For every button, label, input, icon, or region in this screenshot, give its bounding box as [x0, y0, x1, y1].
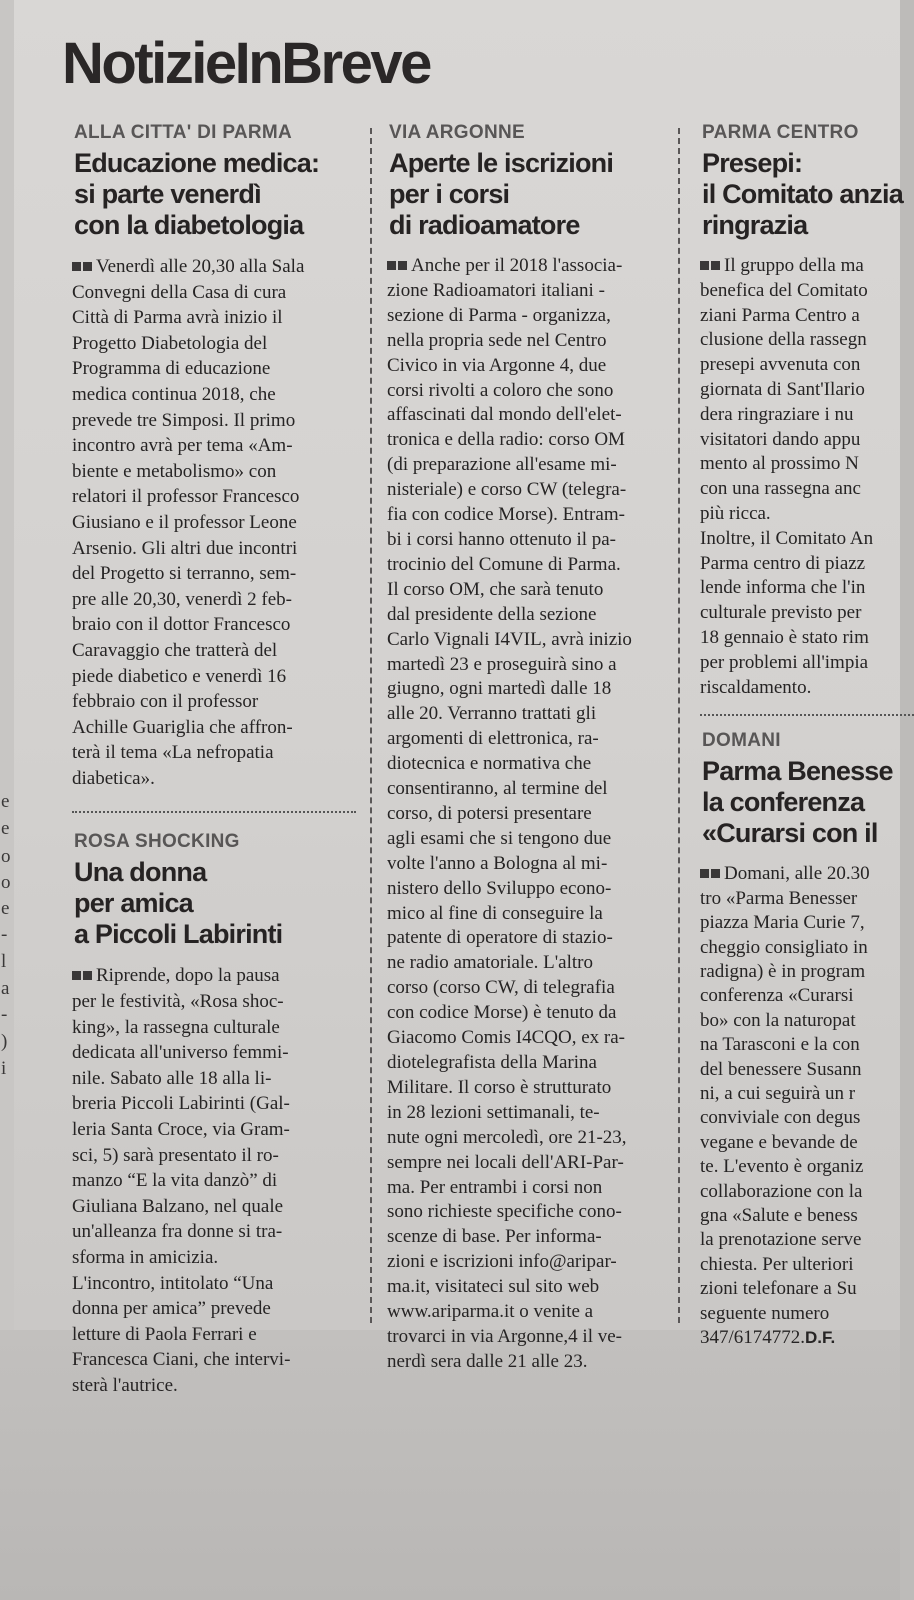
edge-fragment: -: [1, 1004, 8, 1025]
body-line: Progetto Diabetologia del: [72, 332, 268, 354]
body-line: [700, 1326, 912, 1350]
body-line: Giusiano e il professor Leone: [72, 511, 297, 533]
body-line: corso, di potersi presentare: [387, 802, 592, 824]
body-line: febbraio con il professor: [72, 691, 259, 713]
body-line: piazza Maria Curie 7,: [700, 912, 865, 934]
body-line: nute ogni mercoledì, ore 21-23,: [387, 1126, 627, 1148]
body-line: Città di Parma avrà inizio il: [72, 307, 283, 329]
body-line: collaborazione con la: [700, 1180, 863, 1202]
headline-line: il Comitato anzia: [702, 179, 903, 209]
article-kicker: VIA ARGONNE: [389, 122, 525, 143]
body-line: te. L'evento è organiz: [700, 1156, 864, 1178]
body-line: Convegni della Casa di cura: [72, 281, 287, 303]
body-line: king», la rassegna culturale: [72, 1016, 280, 1038]
body-line: per le festività, «Rosa shoc-: [72, 991, 284, 1013]
body-line: Giacomo Comis I4CQO, ex ra-: [387, 1027, 625, 1049]
body-line: zioni telefonare a Su: [700, 1278, 857, 1300]
headline-line: di radioamatore: [389, 210, 580, 240]
headline-line: per amica: [74, 888, 193, 919]
bullet-marker-icon: [700, 253, 722, 264]
edge-fragment: o: [1, 872, 11, 893]
body-line: Caravaggio che tratterà del: [72, 639, 278, 661]
body-line: manzo “E la vita danzò” di: [72, 1170, 278, 1192]
body-line: corso (corso CW, di telegrafia: [387, 977, 615, 999]
body-line: donna per amica” prevede: [72, 1298, 271, 1320]
body-line: mento al prossimo N: [700, 453, 859, 475]
article-headline: [702, 148, 914, 241]
column-rule: [678, 128, 680, 1323]
body-line-text: Domani, alle 20.30: [724, 863, 870, 885]
author-signature: D.F.: [805, 1328, 836, 1348]
article-educazione-medica: [64, 122, 364, 791]
body-line: un'alleanza fra donne si tra-: [72, 1221, 283, 1243]
body-line: in 28 lezioni settimanali, te-: [387, 1101, 600, 1123]
article-kicker: DOMANI: [702, 730, 781, 752]
bullet-marker-icon: [387, 253, 409, 264]
body-line: radigna) è in program: [700, 960, 866, 982]
body-line: prevede tre Simposi. Il primo: [72, 409, 296, 431]
body-line: sezione di Parma - organizza,: [387, 304, 611, 326]
edge-fragment: a: [1, 978, 10, 999]
body-line: giugno, ogni martedì dalle 18: [387, 678, 612, 700]
body-line: clusione della rassegn: [700, 329, 867, 351]
body-line: mico al fine di conseguire la: [387, 902, 603, 924]
headline-line: «Curarsi con il: [702, 818, 878, 849]
headline-line: Educazione medica:: [74, 148, 320, 178]
article-presepi: [692, 122, 914, 700]
headline-line: a Piccoli Labirinti: [74, 919, 283, 950]
body-line-text: Riprende, dopo la pausa: [96, 965, 280, 987]
article-headline: [74, 148, 364, 241]
body-line: Civico in via Argonne 4, due: [387, 354, 607, 376]
body-line-text: 347/6174772.: [700, 1327, 806, 1349]
body-line: ma.it, visitateci sul sito web: [387, 1276, 600, 1298]
headline-line: Presepi:: [702, 148, 803, 178]
article-body: [387, 253, 684, 1375]
body-line: con codice Morse) è tenuto da: [387, 1002, 617, 1024]
body-line: martedì 23 e proseguirà sino a: [387, 653, 617, 675]
body-line-text: Venerdì alle 20,30 alla Sala: [96, 256, 305, 277]
edge-fragment: o: [1, 846, 11, 867]
bullet-marker-icon: [700, 861, 722, 872]
headline-line: Una donna: [74, 857, 207, 888]
body-line: nile. Sabato alle 18 alla li-: [72, 1067, 272, 1089]
column-middle: [379, 118, 684, 1372]
body-line: volte l'anno a Bologna al mi-: [387, 852, 608, 874]
body-line: nerdì sera dalle 21 alle 23.: [387, 1350, 588, 1372]
headline-line: ringrazia: [702, 210, 808, 240]
body-line: lende informa che l'in: [700, 577, 866, 599]
body-line: Giuliana Balzano, nel quale: [72, 1195, 284, 1217]
body-line: [387, 253, 682, 279]
body-line: conviviale con degus: [700, 1107, 861, 1129]
column-left: [64, 118, 364, 1396]
body-line: [700, 861, 912, 886]
body-line: Militare. Il corso è strutturato: [387, 1076, 612, 1098]
body-line: tronica e della radio: corso OM: [387, 429, 625, 451]
article-radioamatore: [379, 122, 684, 1375]
body-line: Programma di educazione: [72, 358, 271, 380]
body-line: benefica del Comitato: [700, 279, 868, 301]
article-parma-benessere: [692, 730, 914, 1350]
body-line: nisteriale) e corso CW (telegra-: [387, 479, 627, 501]
body-line: seguente numero: [700, 1302, 830, 1324]
body-line: Parma centro di piazz: [700, 552, 866, 574]
body-line: bi i corsi hanno ottenuto il pa-: [387, 528, 617, 550]
edge-fragment: i: [1, 1058, 7, 1079]
body-line: zione Radioamatori italiani -: [387, 279, 605, 301]
article-divider: [700, 714, 914, 716]
body-line: gna «Salute e beness: [700, 1205, 858, 1227]
body-line: sono richieste specifiche cono-: [387, 1201, 622, 1223]
body-line: dedicata all'universo femmi-: [72, 1042, 289, 1064]
body-line: sci, 5) sarà presentato il ro-: [72, 1144, 279, 1166]
body-line: argomenti di elettronica, ra-: [387, 728, 599, 750]
body-line: Arsenio. Gli altri due incontri: [72, 537, 298, 559]
body-line: bo» con la naturopat: [700, 1009, 856, 1031]
body-line: diotecnica e normativa che: [387, 753, 592, 775]
article-body: [72, 253, 364, 791]
edge-fragment: e: [1, 818, 10, 839]
headline-line: Aperte le iscrizioni: [389, 148, 614, 178]
body-line: trocinio del Comune di Parma.: [387, 553, 621, 575]
body-line: trovarci in via Argonne,4 il ve-: [387, 1325, 622, 1347]
body-line: presepi avvenuta con: [700, 354, 861, 376]
body-line: [72, 962, 362, 989]
body-line: ni, a cui seguirà un r: [700, 1083, 856, 1104]
body-line: relatori il professor Francesco: [72, 486, 300, 508]
body-line: del benessere Susann: [700, 1058, 862, 1080]
article-kicker: ALLA CITTA' DI PARMA: [74, 122, 293, 143]
body-line: la prenotazione serve: [700, 1229, 862, 1251]
body-line: terà il tema «La nefropatia: [72, 742, 274, 764]
body-line: (di preparazione all'esame mi-: [387, 454, 617, 476]
body-line: ma. Per entrambi i corsi non: [387, 1176, 603, 1198]
body-line: biente e metabolismo» con: [72, 460, 277, 482]
edge-fragment: e: [1, 791, 10, 812]
body-line: più ricca.: [700, 502, 771, 524]
body-line: agli esami che si tengono due: [387, 827, 612, 849]
headline-line: per i corsi: [389, 179, 510, 209]
body-line: sempre nei locali dell'ARI-Par-: [387, 1151, 624, 1173]
body-line: patente di operatore di stazio-: [387, 927, 613, 949]
body-line: dal presidente della sezione: [387, 603, 597, 625]
body-line: ne radio amatoriale. L'altro: [387, 952, 593, 974]
article-headline: [389, 148, 684, 241]
article-body: [700, 861, 914, 1350]
body-line: scenze di base. Per informa-: [387, 1226, 602, 1248]
body-line: nistero dello Sviluppo econo-: [387, 877, 612, 899]
body-line: alle 20. Verranno trattati gli: [387, 703, 597, 725]
article-body: [700, 253, 914, 700]
body-line: Il corso OM, che sarà tenuto: [387, 578, 604, 600]
body-line: con una rassegna anc: [700, 478, 861, 500]
body-line: diotelegrafista della Marina: [387, 1052, 597, 1073]
body-line: medica continua 2018, che: [72, 383, 276, 405]
body-line: fia con codice Morse). Entram-: [387, 504, 625, 526]
headline-line: con la diabetologia: [74, 210, 304, 240]
body-line: riscaldamento.: [700, 676, 812, 698]
body-line: incontro avrà per tema «Am-: [72, 435, 293, 457]
newspaper-page: [14, 0, 903, 1396]
body-line: corsi rivolti a coloro che sono: [387, 379, 614, 401]
body-line: ziani Parma Centro a: [700, 304, 860, 326]
article-divider: [72, 811, 356, 813]
body-line: chiesta. Per ulteriori: [700, 1253, 854, 1275]
body-line: affascinati dal mondo dell'elet-: [387, 404, 622, 426]
body-line: visitatori dando appu: [700, 428, 861, 450]
column-rule: [370, 128, 372, 1323]
body-line: L'incontro, intitolato “Una: [72, 1272, 274, 1294]
body-line: Achille Guariglia che affron-: [72, 716, 293, 738]
body-line: del Progetto si terranno, sem-: [72, 563, 297, 585]
article-headline: [74, 857, 364, 950]
body-line: 18 gennaio è stato rim: [700, 626, 869, 648]
body-line-text: Il gruppo della ma: [724, 255, 864, 276]
body-line: zioni e iscrizioni info@aripar-: [387, 1251, 617, 1273]
headline-line: si parte venerdì: [74, 179, 261, 209]
article-kicker: PARMA CENTRO: [702, 122, 859, 143]
edge-fragment: ): [1, 1031, 8, 1052]
body-line: sterà l'autrice.: [72, 1374, 178, 1396]
body-line-text: Anche per il 2018 l'associa-: [411, 255, 623, 276]
body-line: vegane e bevande de: [700, 1131, 858, 1153]
page-title: NotizieInBreve: [62, 31, 430, 96]
body-line: pre alle 20,30, venerdì 2 feb-: [72, 588, 292, 610]
column-right: [692, 118, 914, 1349]
article-rosa-shocking: [64, 831, 364, 1398]
article-body: [72, 962, 364, 1398]
body-line: na Tarasconi e la con: [700, 1034, 860, 1056]
body-line: per problemi all'impia: [700, 651, 869, 673]
body-line: [72, 253, 362, 280]
body-line: letture di Paola Ferrari e: [72, 1323, 257, 1345]
article-kicker: ROSA SHOCKING: [74, 831, 240, 853]
body-line: conferenza «Curarsi: [700, 985, 854, 1007]
body-line: nella propria sede nel Centro: [387, 329, 607, 351]
edge-fragment: -: [1, 924, 8, 945]
body-line: sforma in amicizia.: [72, 1247, 219, 1268]
edge-fragment: e: [1, 898, 10, 919]
body-line: breria Piccoli Labirinti (Gal-: [72, 1093, 290, 1115]
edge-fragment: l: [1, 951, 7, 972]
headline-line: Parma Benesse: [702, 756, 893, 787]
body-line: dera ringraziare i nu: [700, 403, 854, 425]
body-line: [700, 253, 912, 279]
body-line: leria Santa Croce, via Gram-: [72, 1119, 290, 1141]
body-line: consentiranno, al termine del: [387, 778, 608, 800]
body-line: diabetica».: [72, 767, 155, 789]
bullet-marker-icon: [72, 962, 94, 973]
body-line: braio con il dottor Francesco: [72, 614, 291, 636]
bullet-marker-icon: [72, 253, 94, 264]
article-headline: [702, 756, 914, 849]
body-line: tro «Parma Benesser: [700, 887, 858, 909]
headline-line: la conferenza: [702, 787, 865, 818]
body-line: cheggio consigliato in: [700, 936, 868, 958]
body-line: Francesca Ciani, che intervi-: [72, 1349, 291, 1371]
body-line: Inoltre, il Comitato An: [700, 527, 874, 549]
body-line: piede diabetico e venerdì 16: [72, 665, 287, 687]
body-line: culturale previsto per: [700, 602, 862, 624]
body-line: www.ariparma.it o venite a: [387, 1301, 594, 1323]
body-line: Carlo Vignali I4VIL, avrà inizio: [387, 628, 632, 650]
body-line: giornata di Sant'Ilario: [700, 378, 865, 400]
